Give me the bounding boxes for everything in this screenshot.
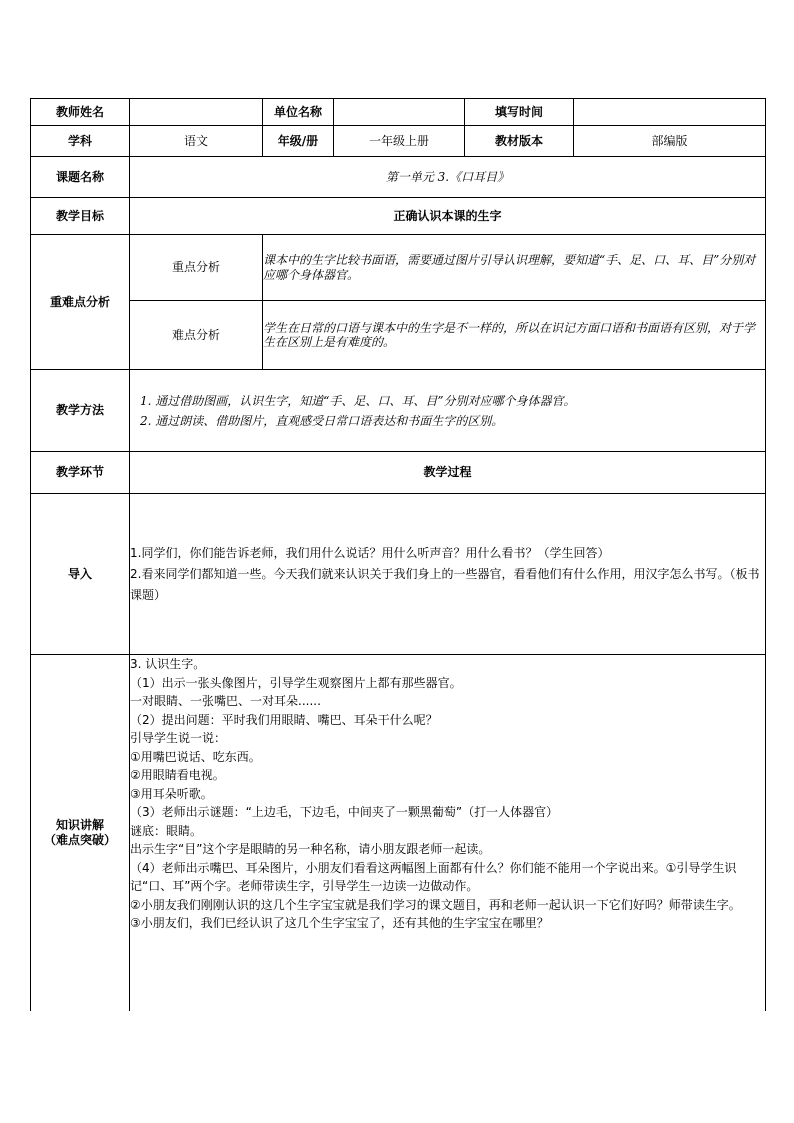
goal-label: 教学目标 bbox=[31, 198, 130, 235]
knowledge-line: ②小朋友我们刚刚认识的这几个生字宝宝就是我们学习的课文题目，再和老师一起认识一下它们好吗？师带读生字。 bbox=[130, 897, 741, 912]
unit-name-value bbox=[334, 99, 465, 126]
knowledge-line: ③小朋友们，我们已经认识了这几个生字宝宝了，还有其他的生字宝宝在哪里？ bbox=[130, 916, 549, 930]
knowledge-sublabel: （难点突破） bbox=[43, 832, 116, 847]
knowledge-label-cell bbox=[31, 655, 130, 1011]
edition-value: 部编版 bbox=[574, 126, 766, 157]
goal-row bbox=[31, 198, 766, 235]
key-analysis-row bbox=[31, 235, 766, 301]
difficult-analysis-label: 难点分析 bbox=[130, 301, 263, 370]
unit-name-label: 单位名称 bbox=[263, 99, 334, 126]
fill-date-label: 填写时间 bbox=[465, 99, 574, 126]
method-item: 1. 通过借助图画，认识生字，知道“手、足、口、耳、目”分别对应哪个身体器官。 bbox=[140, 393, 576, 408]
teacher-name-value bbox=[130, 99, 263, 126]
fill-date-value bbox=[574, 99, 766, 126]
intro-line: 1.同学们，你们能告诉老师，我们用什么说话？用什么听声音？用什么看书？（学生回答） bbox=[130, 545, 610, 560]
process-header-row bbox=[31, 452, 766, 494]
knowledge-line: （1）出示一张头像图片，引导学生观察图片上都有那些器官。 bbox=[130, 675, 462, 690]
difficult-analysis-text: 学生在日常的口语与课本中的生字是不一样的，所以在识记方面口语和书面语有区别，对于学生在区别上是有难度的。 bbox=[263, 301, 766, 370]
process-label: 教学过程 bbox=[130, 452, 766, 494]
methods-row bbox=[31, 370, 766, 452]
knowledge-line: 3. 认识生字。 bbox=[130, 657, 206, 671]
subject-label: 学科 bbox=[31, 126, 130, 157]
lesson-value: 第一单元 3.《口耳目》 bbox=[130, 157, 766, 198]
goal-value: 正确认识本课的生字 bbox=[130, 198, 766, 235]
teacher-name-label: 教师姓名 bbox=[31, 99, 130, 126]
knowledge-line: （4）老师出示嘴巴、耳朵图片，小朋友们看看这两幅图上面都有什么？你们能不能用一个字说出来。①引导学生识记“口、耳”两个字。老师带读生字，引导学生一边读一边做动作。 bbox=[130, 860, 737, 893]
intro-content bbox=[130, 494, 766, 655]
process-stage-label: 教学环节 bbox=[31, 452, 130, 494]
grade-value: 一年级上册 bbox=[334, 126, 465, 157]
key-analysis-text: 课本中的生字比较书面语，需要通过图片引导认识理解，要知道“手、足、口、耳、目”分别对应哪个身体器官。 bbox=[263, 235, 766, 301]
knowledge-line: （2）提出问题：平时我们用眼睛、嘴巴、耳朵干什么呢？ bbox=[130, 712, 438, 727]
knowledge-row bbox=[31, 655, 766, 1011]
analysis-label: 重难点分析 bbox=[31, 235, 130, 370]
knowledge-line: （3）老师出示谜题：“上边毛，下边毛，中间夹了一颗黑葡萄”（打一人体器官） bbox=[130, 805, 559, 819]
knowledge-line: 引导学生说一说： bbox=[130, 731, 227, 745]
grade-label: 年级/册 bbox=[263, 126, 334, 157]
intro-label: 导入 bbox=[31, 494, 130, 655]
lesson-label: 课题名称 bbox=[31, 157, 130, 198]
subject-row bbox=[31, 126, 766, 157]
knowledge-content bbox=[130, 655, 766, 1011]
knowledge-line: ①用嘴巴说话、吃东西。 bbox=[130, 749, 261, 764]
knowledge-line: ③用耳朵听歌。 bbox=[130, 786, 213, 801]
knowledge-line: 一对眼睛、一张嘴巴、一对耳朵...... bbox=[130, 694, 321, 708]
header-row bbox=[31, 99, 766, 126]
lesson-row bbox=[31, 157, 766, 198]
edition-label: 教材版本 bbox=[465, 126, 574, 157]
methods-label: 教学方法 bbox=[31, 370, 130, 452]
subject-value: 语文 bbox=[130, 126, 263, 157]
knowledge-line: ②用眼睛看电视。 bbox=[130, 768, 225, 782]
intro-row bbox=[31, 494, 766, 655]
difficult-analysis-row bbox=[31, 301, 766, 370]
knowledge-label: 知识讲解 bbox=[55, 818, 104, 833]
intro-line: 2.看来同学们都知道一些。今天我们就来认识关于我们身上的一些器官，看看他们有什么作用，用汉字怎么书写。（板书课题） bbox=[130, 566, 760, 602]
lesson-plan-table bbox=[30, 98, 766, 1011]
method-item: 2. 通过朗读、借助图片，直观感受日常口语表达和书面生字的区别。 bbox=[140, 413, 504, 428]
methods-content bbox=[130, 370, 766, 452]
key-analysis-label: 重点分析 bbox=[130, 235, 263, 301]
knowledge-line: 出示生字“目”这个字是眼睛的另一种名称，请小朋友跟老师一起读。 bbox=[130, 842, 491, 856]
knowledge-line: 谜底：眼睛。 bbox=[130, 823, 203, 838]
